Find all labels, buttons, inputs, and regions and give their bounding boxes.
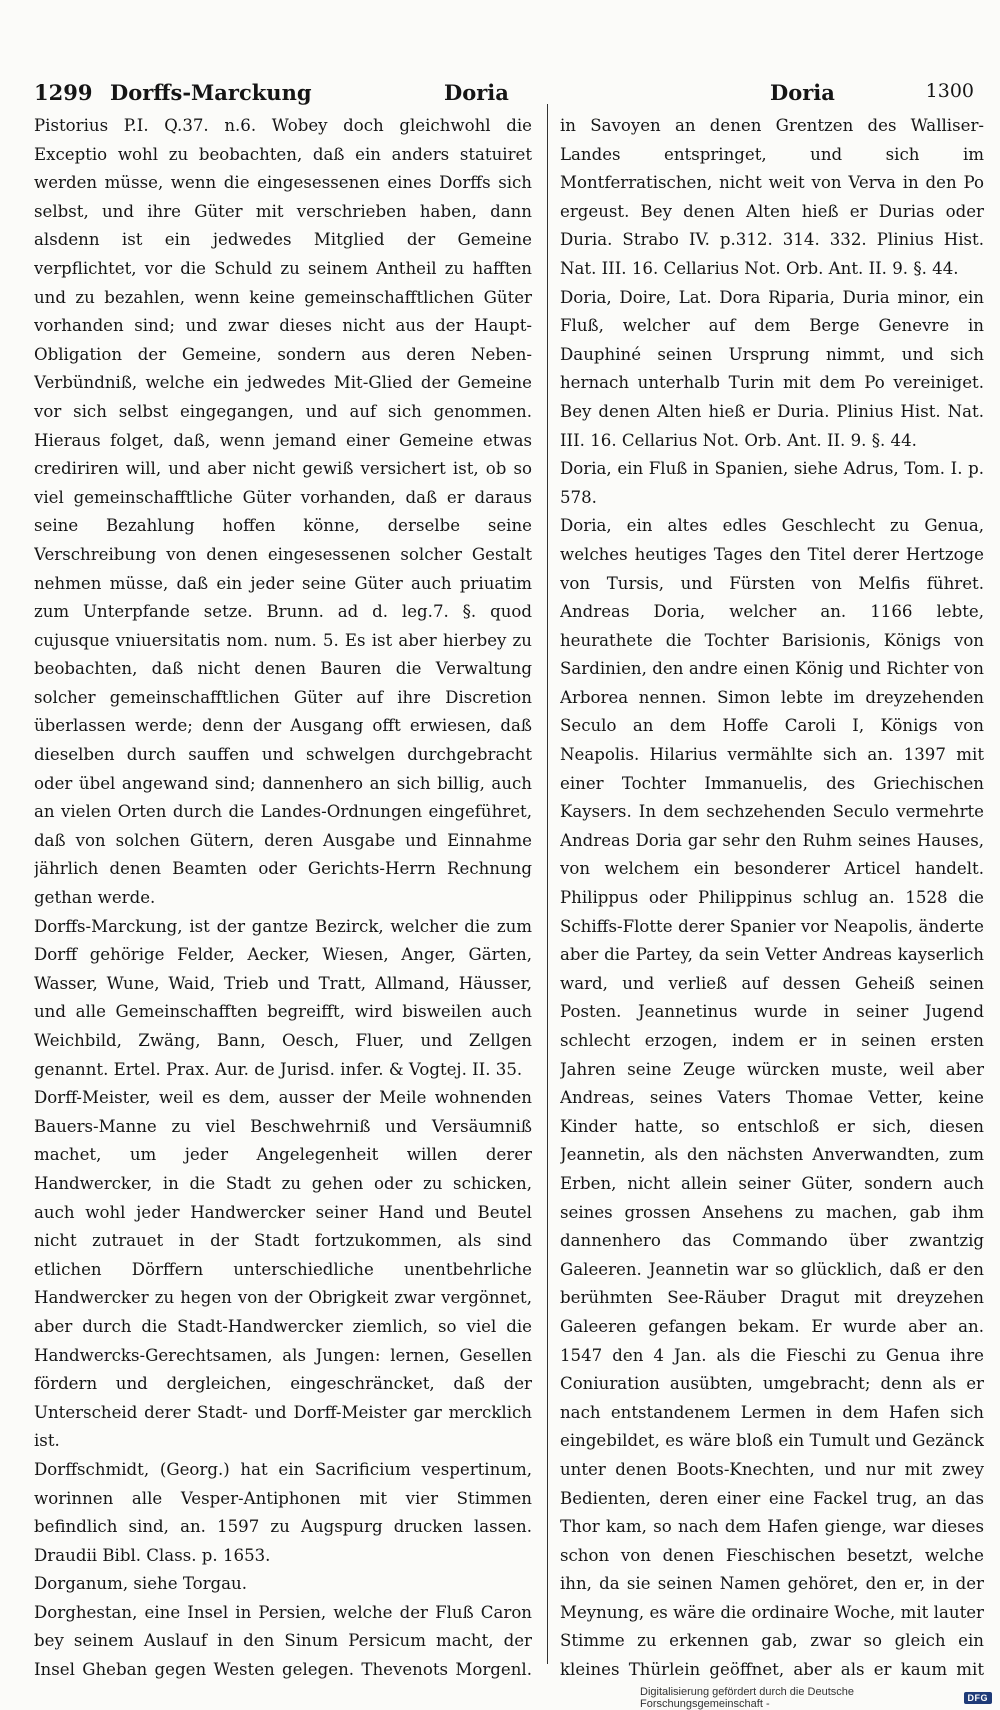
dfg-logo-icon: DFG [964,1692,993,1704]
entry-doria-baltea-continuation: in Savoyen an denen Grentzen des Walliser-Landes entspringet, und sich im Montferratischen, nicht weit von Verva in den Po ergeust. Bey denen Alten hieß er Durias oder Duria. Strabo IV. p.312. 314. 332. Plinius Hist. Nat. III. 16. Cellarius Not. Orb. Ant. II. 9. §. 44. [560,116,984,278]
left-column [34,112,532,1682]
entry-continuation: Pistorius P.I. Q.37. n.6. Wobey doch gleichwohl die Exceptio wohl zu beobachten, daß ein anders statuiret werden müsse, wenn die eingesessenen eines Dorffs sich selbst, und ihre Güter mit verschrieben haben, dann alsdenn ist ein jedwedes Mitglied der Gemeine verpflichtet, vor die Schuld zu seinem Antheil zu hafften und zu bezahlen, wenn keine gemeinschafftlichen Güter vorhanden sind; und zwar dieses nicht aus der Haupt-Obligation der Gemeine, sondern aus deren Neben-Verbündniß, welche ein jedwedes Mit-Glied der Gemeine vor sich selbst eingegangen, und auf sich genommen. Hieraus folget, daß, wenn jemand einer Gemeine etwas crediriren will, und aber nicht gewiß versichert ist, ob so viel gemeinschafftliche Güter vorhanden, daß er daraus seine Bezahlung hoffen könne, derselbe seine Verschreibung von denen eingesessenen solcher Gestalt nehmen müsse, daß ein jeder seine Güter auch priuatim zum Unterpfande setze. Brunn. ad d. leg.7. §. quod cujusque vniuersitatis nom. num. 5. Es ist aber hierbey zu beobachten, daß nicht denen Bauren die Verwaltung solcher gemeinschafftlichen Güter auf ihre Discretion überlassen werde; denn der Ausgang offt erwiesen, daß dieselben durch sauffen und schwelgen durchgebracht oder übel angewand sind; dannenhero an sich billig, auch an vielen Orten durch die Landes-Ordnungen eingeführet, daß von solchen Gütern, deren Ausgabe und Einnahme jährlich denen Beamten oder Gerichts-Herrn Rechnung gethan werde. [34,116,532,908]
right-column [560,112,984,1682]
entry-dorganum: Dorganum, siehe Torgau. [34,1574,248,1594]
running-lemma-left: Dorffs-Marckung [110,80,312,105]
entry-doria-riparia: Doria, Doire, Lat. Dora Riparia, Duria minor, ein Fluß, welcher auf dem Berge Genevre in Dauphiné seinen Ursprung nimmt, und sich hernach unterhalb Turin mit dem Po vereiniget. Bey denen Alten hieß er Duria. Plinius Hist. Nat. III. 16. Cellarius Not. Orb. Ant. II. 9. §. 44. [560,287,984,450]
column-number-right: 1300 [925,80,974,102]
entry-doria-spain: Doria, ein Fluß in Spanien, siehe Adrus, Tom. I. p. 578. [560,459,984,507]
running-lemma-left-end: Doria [444,80,509,105]
column-divider [547,104,548,1664]
entry-doria-family: Doria, ein altes edles Geschlecht zu Genua, welches heutiges Tages den Titel derer Hertzoge von Tursis, und Fürsten von Melfis führet. Andreas Doria, welcher an. 1166 lebte, heurathete die Tochter Barisionis, Königs von Sardinien, den andre einen König und Richter von Arborea nennen. Simon lebte im dreyzehenden Seculo an dem Hoffe Caroli I, Königs von Neapolis. Hilarius vermählte sich an. 1397 mit einer Tochter Immanuelis, des Griechischen Kaysers. In dem sechzehenden Seculo vermehrte Andreas Doria gar sehr den Ruhm seines Hauses, von welchem ein besonderer Articel handelt. Philippus oder Philippinus schlug an. 1528 die Schiffs-Flotte derer Spanier vor Neapolis, änderte aber die Partey, da sein Vetter Andreas kayserlich ward, und verließ auf dessen Geheiß seinen Posten. Jeannetinus wurde in seiner Jugend schlecht erzogen, indem er in seinen ersten Jahren seine Zeuge würcken muste, weil aber Andreas, seines Vaters Thomae Vetter, keine Kinder hatte, so entschloß er sich, diesen Jeannetin, als den nächsten Anverwandten, zum Erben, nicht allein seiner Güter, sondern auch seines grossen Ansehens zu machen, gab ihm dannenhero das Commando über zwantzig Galeeren. Jeannetin war so glücklich, daß er den berühmten See-Räuber Dragut mit dreyzehen Galeeren gefangen bekam. Er wurde aber an. 1547 den 4 Jan. als die Fieschi zu Genua ihre Coniuration ausübten, umgebracht; denn als er nach entstandenem Lermen in dem Hafen sich eingebildet, es wäre bloß ein Tumult und Gezänck unter denen Boots-Knechten, und nur mit zwey Bedienten, deren einer eine Fackel trug, an das Thor kam, so nach dem Hafen gienge, war dieses schon von denen Fieschischen besetzt, welche ihn, da sie seinen Namen gehöret, den er, in der Meynung, es wäre die ordinaire Woche, mit lauter Stimme zu erkennen gab, zwar so gleich ein kleines Thürlein geöffnet, aber als er kaum mit [560,516,984,1680]
entry-dorghestan: Dorghestan, eine Insel in Persien, welche der Fluß Caron bey seinem Auslauf in den Sinum Persicum macht, der Insel Gheban gegen Westen gelegen. Thevenots Morgenl. [34,1602,532,1680]
entry-dorff-meister: Dorff-Meister, weil es dem, ausser der Meile wohnenden Bauers-Manne zu viel Beschwehrniß und Versäumniß machet, um jeder Angelegenheit willen derer Handwercker, in die Stadt zu gehen oder zu schicken, auch wohl jeder Handwercker seiner Hand und Beutel nicht zutrauet in der Stadt fortzukommen, als sind etlichen Dörffern unterschiedliche unentbehrliche Handwercker zu hegen von der Obrigkeit zwar vergönnet, aber durch die Stadt-Handwercker ziemlich, so viel die Handwercks-Gerechtsamen, als Jungen: lernen, Gesellen fördern und dergleichen, eingeschräncket, daß der Unterscheid derer Stadt- und Dorff-Meister gar mercklich ist. [34,1088,532,1451]
digitization-footer [640,1688,992,1708]
entry-dorffs-marckung: Dorffs-Marckung, ist der gantze Bezirck, welcher die zum Dorff gehörige Felder, Aecker, Wiesen, Anger, Gärten, Wasser, Wune, Waid, Trieb und Tratt, Allmand, Häusser, und alle Gemeinschafften begreifft, wird bisweilen auch Weichbild, Zwäng, Bann, Oesch, Fluer, und Zellgen genannt. Ertel. Prax. Aur. de Jurisd. infer. & Vogtej. II. 35. [34,916,532,1079]
footer-text: Digitalisierung gefördert durch die Deutsche Forschungsgemeinschaft - [640,1686,855,1710]
running-lemma-right: Doria [770,80,835,105]
entry-dorffschmidt: Dorffschmidt, (Georg.) hat ein Sacrificium vespertinum, worinnen alle Vesper-Antiphonen mit vier Stimmen befindlich sind, an. 1597 zu Augspurg drucken lassen. Draudii Bibl. Class. p. 1653. [34,1459,532,1565]
running-head [34,74,974,110]
column-number-left: 1299 [34,80,93,105]
